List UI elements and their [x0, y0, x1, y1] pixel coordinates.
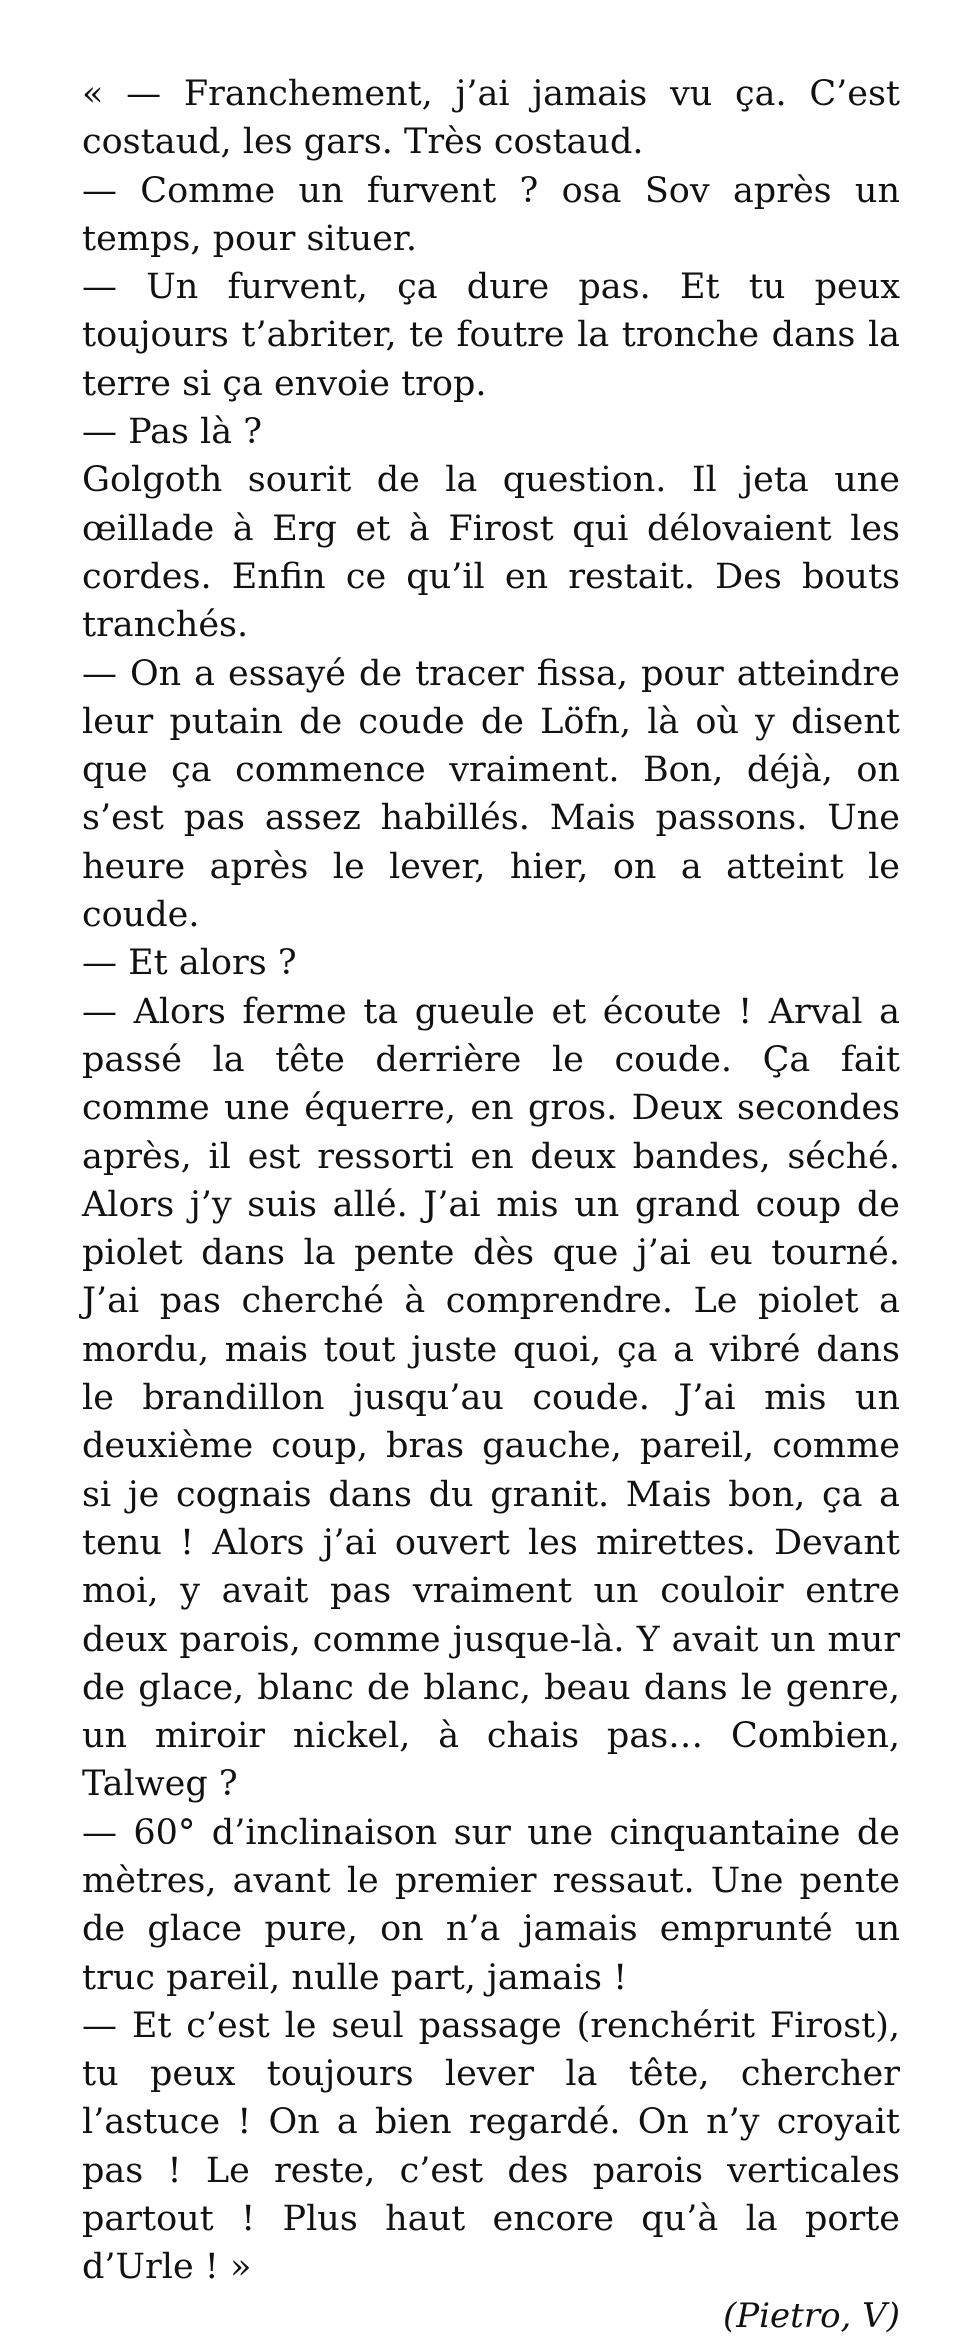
paragraph-6: — On a essayé de tracer fissa, pour atteindre leur putain de coude de Löfn, là où y disent que ça commence vraiment. Bon, déjà, on s’est pas assez habillés. Mais passons. Une heure après le lever, hier, on a atteint le coude.	[82, 653, 900, 936]
paragraph-4: — Pas là ?	[82, 412, 263, 453]
paragraph-1: « — Franchement, j’ai jamais vu ça. C’est costaud, les gars. Très costaud.	[82, 74, 900, 163]
paragraph-10: — Et c’est le seul passage (renchérit Firost), tu peux toujours lever la tête, chercher l’astuce ! On a bien regardé. On n’y croyait pas ! Le reste, c’est des parois verticales partout ! Plus haut encore qu’à la porte d’Urle ! »	[82, 2005, 900, 2288]
attribution: (Pietro, V)	[723, 2295, 900, 2336]
paragraph-7: — Et alors ?	[82, 943, 297, 984]
paragraph-2: — Comme un furvent ? osa Sov après un temps, pour situer.	[82, 170, 900, 259]
dialogue-text	[82, 70, 900, 2292]
paragraph-9: — 60° d’inclinaison sur une cinquantaine de mètres, avant le premier ressaut. Une pente de glace pure, on n’a jamais emprunté un truc pareil, nulle part, jamais !	[82, 1812, 900, 1998]
paragraph-8: — Alors ferme ta gueule et écoute ! Arval a passé la tête derrière le coude. Ça fait comme une équerre, en gros. Deux secondes après, il est ressorti en deux bandes, séché. Alors j’y suis allé. J’ai mis un grand coup de piolet dans la pente dès que j’ai eu tourné. J’ai pas cherché à comprendre. Le piolet a mordu, mais tout juste quoi, ça a vibré dans le brandillon jusqu’au coude. J’ai mis un deuxième coup, bras gauche, pareil, comme si je cognais dans du granit. Mais bon, ça a tenu ! Alors j’ai ouvert les mirettes. Devant moi, y avait pas vraiment un couloir entre deux parois, comme jusque-là. Y avait un mur de glace, blanc de blanc, beau dans le genre, un miroir nickel, à chais pas… Combien, Talweg ?	[82, 991, 900, 1805]
document-page	[82, 70, 900, 2340]
paragraph-3: — Un furvent, ça dure pas. Et tu peux toujours t’abriter, te foutre la tronche dans la terre si ça envoie trop.	[82, 267, 900, 404]
paragraph-5: Golgoth sourit de la question. Il jeta une œillade à Erg et à Firost qui délovaient les cordes. Enfin ce qu’il en restait. Des bouts tranchés.	[82, 460, 900, 646]
